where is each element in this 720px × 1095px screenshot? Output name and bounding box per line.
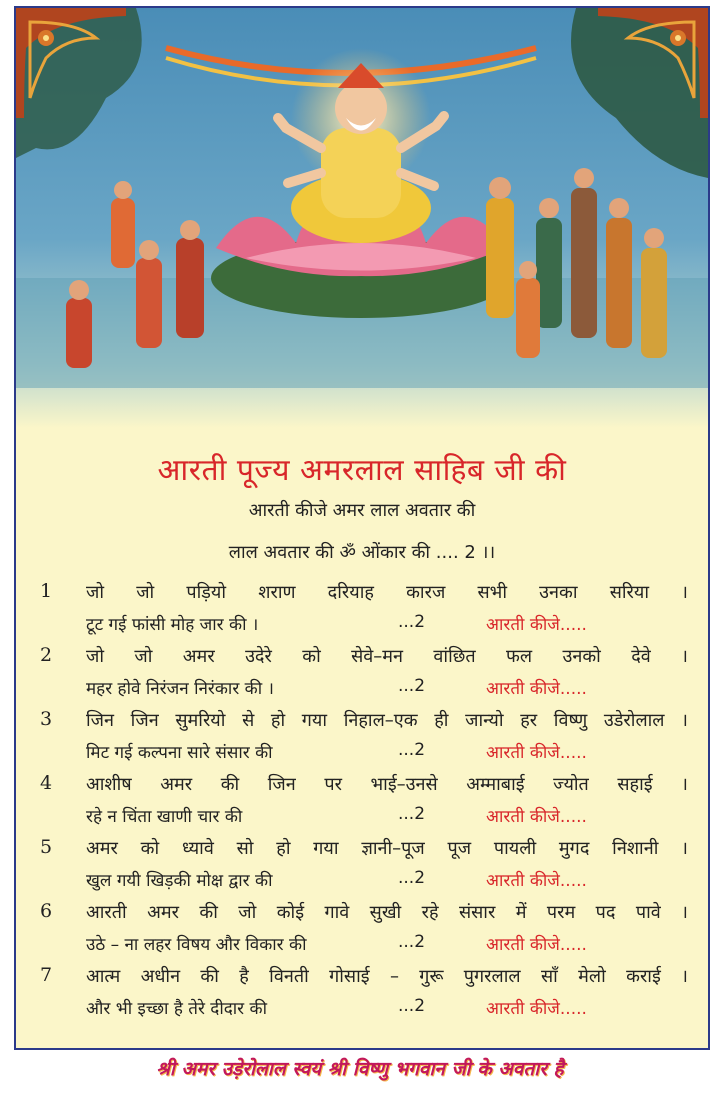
refrain-marker: आरती कीजे..... — [486, 935, 587, 955]
footer-caption: श्री अमर उड़ेरोलाल स्वयं श्री विष्णु भगवान जी के अवतार है — [156, 1058, 564, 1080]
verse-item — [16, 896, 708, 960]
repeat-marker: ...2 — [398, 804, 426, 824]
verse-line-1: अमर को ध्यावे सो हो गया ज्ञानी–पूज पूज पायली मुगद निशानी । — [86, 838, 688, 859]
verse-line-1: जो जो पड़ियो शराण दरियाह कारज सभी उनका सरिया । — [86, 582, 688, 603]
verse-item — [16, 768, 708, 832]
refrain-line-2: लाल अवतार की ॐ ओंकार की .... 2 ।। — [228, 542, 496, 563]
repeat-marker: ...2 — [398, 612, 426, 632]
repeat-marker: ...2 — [398, 740, 426, 760]
deity-illustration — [16, 8, 708, 428]
verse-line-1: आरती अमर की जो कोई गावे सुखी रहे संसार में परम पद पावे । — [86, 902, 688, 923]
verse-item — [16, 576, 708, 640]
verse-line-2: टूट गई फांसी मोह जार की । — [86, 615, 259, 635]
verse-line-2: और भी इच्छा है तेरे दीदार की — [86, 999, 267, 1019]
refrain-marker: आरती कीजे..... — [486, 871, 587, 891]
verse-number: 7 — [40, 964, 53, 986]
verse-line-2: मिट गई कल्पना सारे संसार की — [86, 743, 273, 763]
verse-line-1: जो जो अमर उदेरे को सेवे–मन वांछित फल उनको देवे । — [86, 646, 688, 667]
refrain-marker: आरती कीजे..... — [486, 743, 587, 763]
verse-number: 3 — [40, 708, 53, 730]
verse-line-1: जिन जिन सुमरियो से हो गया निहाल–एक ही जान्यो हर विष्णु उडेरोलाल । — [86, 710, 688, 731]
refrain-marker: आरती कीजे..... — [486, 615, 587, 635]
verse-line-1: आत्म अधीन की है विनती गोसाई – गुरू पुगरलाल साँ मेलो कराई । — [86, 966, 688, 987]
repeat-marker: ...2 — [398, 676, 426, 696]
refrain-marker: आरती कीजे..... — [486, 807, 587, 827]
verse-item — [16, 960, 708, 1024]
verse-line-2: खुल गयी खिड़की मोक्ष द्वार की — [86, 871, 273, 891]
verse-line-2: उठे – ना लहर विषय और विकार की — [86, 935, 307, 955]
repeat-marker: ...2 — [398, 868, 426, 888]
verse-item — [16, 640, 708, 704]
verse-number: 1 — [40, 580, 53, 602]
verse-number: 2 — [40, 644, 53, 666]
verse-list — [16, 576, 708, 1024]
refrain-line-1: आरती कीजे अमर लाल अवतार की — [248, 500, 476, 521]
aarti-card — [14, 6, 710, 1050]
verse-number: 5 — [40, 836, 53, 858]
verse-number: 6 — [40, 900, 53, 922]
ornament-corner-right — [598, 8, 708, 118]
verse-line-2: रहे न चिंता खाणी चार की — [86, 807, 243, 827]
ornament-corner-left — [16, 8, 126, 118]
repeat-marker: ...2 — [398, 996, 426, 1016]
page-title: आरती पूज्य अमरलाल साहिब जी की — [157, 453, 567, 488]
verse-item — [16, 832, 708, 896]
verse-item — [16, 704, 708, 768]
verse-number: 4 — [40, 772, 53, 794]
refrain-marker: आरती कीजे..... — [486, 679, 587, 699]
refrain-marker: आरती कीजे..... — [486, 999, 587, 1019]
verse-line-2: महर होवे निरंजन निरंकार की । — [86, 679, 274, 699]
repeat-marker: ...2 — [398, 932, 426, 952]
verse-line-1: आशीष अमर की जिन पर भाई–उनसे अम्माबाई ज्योत सहाई । — [86, 774, 688, 795]
